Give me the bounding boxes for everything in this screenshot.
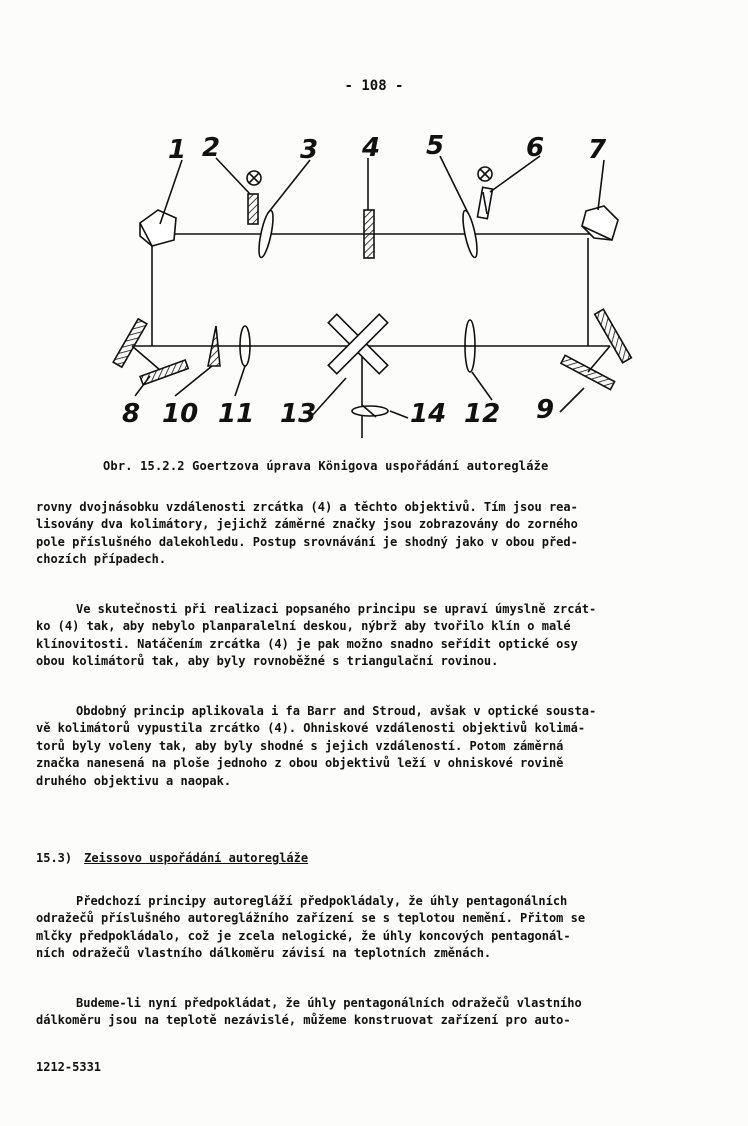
paragraph-3: Obdobný princip aplikovala i fa Barr and Stroud, avšak v optické sousta- vě kolimátorů vypustila zrcátko (4). Ohniskové vzdálenosti objektivů kolimá- torů byly voleny tak, aby byly shodné s jejich vzdáleností. Potom záměrná značka nanesená na ploše jednoho z obou objektivů leží v ohniskové rovině druhého objektivu a naopak. (36, 704, 597, 788)
paragraph-2: Ve skutečnosti při realizaci popsaného principu se upraví úmyslně zrcát- ko (4) tak, aby nebylo planparalelní deskou, nýbrž aby tvořilo klín o malé klínovitosti. Natáčením zrcátka (4) je pak možno snadno seřídit optické osy obou kolimátorů tak, aby byly rovnoběžné s triangulační rovinou. (36, 602, 597, 669)
reticle-mark-2 (247, 171, 261, 185)
mirror-9b (561, 355, 615, 389)
label-7: 7 (588, 135, 607, 165)
label-3: 3 (300, 135, 319, 165)
mirror-4 (364, 210, 374, 258)
mirror-8a (113, 319, 147, 367)
label-1: 1 (168, 135, 187, 165)
label-13: 13 (280, 399, 317, 429)
section-heading (36, 851, 308, 865)
paragraph-5: Budeme-li nyní předpokládat, že úhly pentagonálních odražečů vlastního dálkoměru jsou na teplotě nezávislé, můžeme konstruovat zařízení pro auto- (36, 996, 582, 1028)
label-2: 2 (202, 133, 221, 163)
mirror-8b (140, 360, 188, 385)
document-code: 1212-5331 (36, 1060, 102, 1074)
paragraph-4: Předchozí principy autoregláží předpokládaly, že úhly pentagonálních odražečů příslušného autoreglážního zařízení se s teplotou nemění. Přitom se mlčky předpokládalo, což je zcela nelogické, že úhly koncových pentagonál- ních odražečů vlastního dálkoměru závisí na teplotních změnách. (36, 894, 586, 961)
figure-caption: Obr. 15.2.2 Goertzova úprava Königova uspořádání autoreglážе (103, 459, 549, 473)
paragraph-1: rovny dvojnásobku vzdálenosti zrcátka (4) a těchto objektivů. Tím jsou rea- lisovány dva kolimátory, jejichž záměrné značky jsou zobrazovány do zorného pole příslušného dalekohledu. Postup srovnávání je shodný jako v obou před- chozích případech. (36, 500, 578, 567)
section-number: 15.3) (36, 851, 73, 865)
label-9: 9 (536, 395, 555, 425)
crossed-mirrors-13 (328, 314, 387, 373)
label-14: 14 (410, 399, 447, 429)
label-4: 4 (362, 133, 381, 163)
label-8: 8 (122, 399, 141, 429)
page-number: - 108 - (344, 78, 404, 94)
reticle-mark-6 (478, 167, 492, 181)
label-11: 11 (218, 399, 255, 429)
label-5: 5 (426, 131, 445, 161)
optical-diagram (100, 128, 660, 458)
label-12: 12 (464, 399, 501, 429)
label-10: 10 (162, 399, 199, 429)
pentagon-prism-1 (140, 210, 176, 246)
section-title: Zeissovo uspořádání autoreglážе (84, 851, 309, 865)
label-6: 6 (526, 133, 545, 163)
mirror-9a (595, 309, 632, 362)
